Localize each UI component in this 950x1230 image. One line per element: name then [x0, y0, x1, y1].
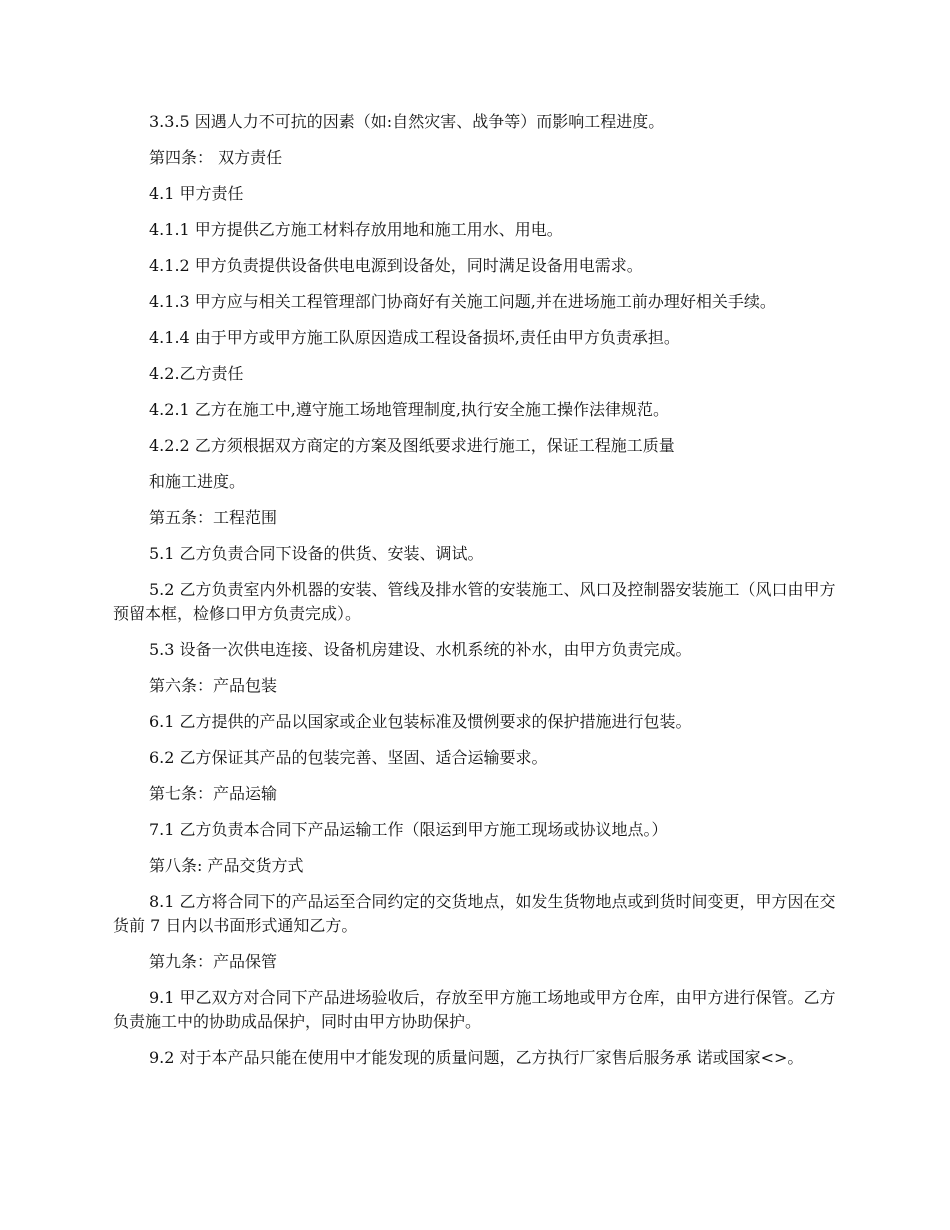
paragraph-4-2-1: 4.2.1 乙方在施工中,遵守施工场地管理制度,执行安全施工操作法律规范。: [149, 400, 669, 419]
paragraph-9-1: 9.1 甲乙双方对合同下产品进场验收后，存放至甲方施工场地或甲方仓库，由甲方进行保管。乙方负责施工中的协助成品保护，同时由甲方协助保护。: [113, 988, 836, 1031]
paragraph-5-2: 5.2 乙方负责室内外机器的安装、管线及排水管的安装施工、风口及控制器安装施工（风口由甲方预留本框，检修口甲方负责完成）。: [113, 580, 836, 623]
paragraph-5-1: 5.1 乙方负责合同下设备的供货、安装、调试。: [149, 544, 484, 563]
section-heading-9: 第九条：产品保管: [149, 952, 278, 971]
subsection-4-1: 4.1 甲方责任: [149, 184, 244, 203]
paragraph-5-3: 5.3 设备一次供电连接、设备机房建设、水机系统的补水，由甲方负责完成。: [149, 640, 692, 659]
section-heading-5: 第五条：工程范围: [149, 508, 278, 527]
section-heading-6: 第六条：产品包装: [149, 676, 278, 695]
paragraph-8-1: 8.1 乙方将合同下的产品运至合同约定的交货地点，如发生货物地点或到货时间变更，甲方因在交货前 7 日内以书面形式通知乙方。: [113, 892, 836, 935]
paragraph-3-3-5: 3.3.5 因遇人力不可抗的因素（如:自然灾害、战争等）而影响工程进度。: [149, 112, 665, 131]
paragraph-4-1-4: 4.1.4 由于甲方或甲方施工队原因造成工程设备损坏,责任由甲方负责承担。: [149, 328, 680, 347]
document-body: [113, 110, 837, 1082]
paragraph-7-1: 7.1 乙方负责本合同下产品运输工作（限运到甲方施工现场或协议地点。）: [149, 820, 668, 839]
paragraph-4-1-2: 4.1.2 甲方负责提供设备供电电源到设备处，同时满足设备用电需求。: [149, 256, 643, 275]
paragraph-6-1: 6.1 乙方提供的产品以国家或企业包装标准及惯例要求的保护措施进行包装。: [149, 712, 692, 731]
section-heading-4: 第四条： 双方责任: [149, 148, 283, 167]
paragraph-4-2-2: 4.2.2 乙方须根据双方商定的方案及图纸要求进行施工，保证工程施工质量: [149, 436, 675, 455]
paragraph-6-2: 6.2 乙方保证其产品的包装完善、坚固、适合运输要求。: [149, 748, 548, 767]
section-heading-8: 第八条: 产品交货方式: [149, 856, 304, 875]
subsection-4-2: 4.2.乙方责任: [149, 364, 244, 383]
paragraph-4-2-2-continued: 和施工进度。: [149, 472, 246, 491]
paragraph-4-1-3: 4.1.3 甲方应与相关工程管理部门协商好有关施工问题,并在进场施工前办理好相关手续。: [149, 292, 776, 311]
section-heading-7: 第七条：产品运输: [149, 784, 278, 803]
paragraph-9-2: 9.2 对于本产品只能在使用中才能发现的质量问题，乙方执行厂家售后服务承 诺或国家<>。: [149, 1048, 804, 1067]
paragraph-4-1-1: 4.1.1 甲方提供乙方施工材料存放用地和施工用水、用电。: [149, 220, 563, 239]
